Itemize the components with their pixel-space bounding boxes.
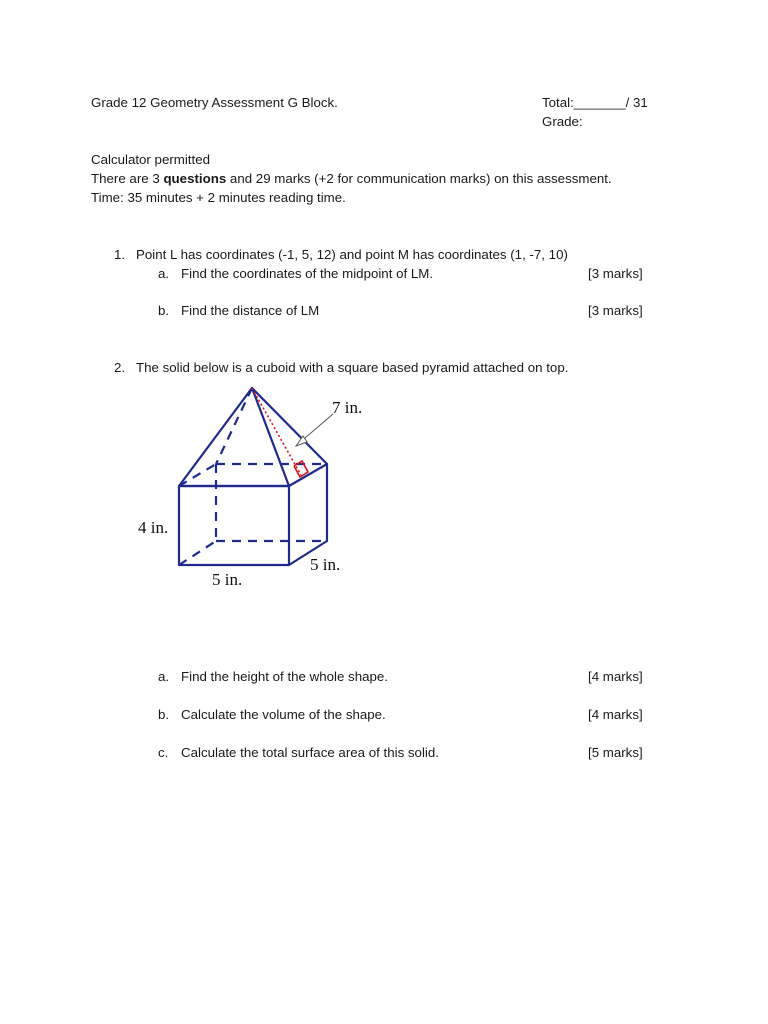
q1a-letter: a.	[158, 266, 170, 281]
q2a-text: Find the height of the whole shape.	[181, 669, 388, 684]
q2b-text: Calculate the volume of the shape.	[181, 707, 386, 722]
slant-height-label: 7 in.	[332, 398, 363, 417]
q1b-letter: b.	[158, 303, 170, 318]
q1a-marks: [3 marks]	[588, 266, 643, 281]
total-blank: _______	[573, 95, 626, 110]
q2b-letter: b.	[158, 707, 170, 722]
hidden-bottom-left-edge	[179, 541, 216, 565]
q1-text: Point L has coordinates (-1, 5, 12) and point M has coordinates (1, -7, 10)	[136, 247, 568, 262]
total-label: Total:	[542, 95, 574, 110]
pyramid-hidden-edge	[216, 388, 252, 464]
q2-number: 2.	[114, 360, 126, 375]
q2-text: The solid below is a cuboid with a square based pyramid attached on top.	[136, 360, 569, 375]
q2a-letter: a.	[158, 669, 170, 684]
total-max: / 31	[625, 95, 648, 110]
calculator-note: Calculator permitted	[91, 152, 210, 167]
depth-label: 5 in.	[310, 555, 341, 574]
hidden-top-left-edge	[179, 464, 216, 486]
cuboid-right-face	[289, 464, 327, 565]
width-label: 5 in.	[212, 570, 243, 589]
q1b-marks: [3 marks]	[588, 303, 643, 318]
q2b-marks: [4 marks]	[588, 707, 643, 722]
q1b-text: Find the distance of LM	[181, 303, 320, 318]
info-prefix: There are 3	[91, 171, 164, 186]
q2c-marks: [5 marks]	[588, 745, 643, 760]
q2a-marks: [4 marks]	[588, 669, 643, 684]
info-bold: questions	[163, 171, 227, 186]
pyramid-edge-right	[252, 388, 327, 464]
info-suffix: and 29 marks (+2 for communication marks) on this assessment.	[226, 171, 612, 186]
page-title: Grade 12 Geometry Assessment G Block.	[91, 95, 338, 110]
pyramid-edge-front	[252, 388, 289, 486]
grade-label: Grade:	[542, 114, 583, 129]
q1a-text: Find the coordinates of the midpoint of LM.	[181, 266, 434, 281]
q2c-text: Calculate the total surface area of this solid.	[181, 745, 439, 760]
q1-number: 1.	[114, 247, 126, 262]
height-label: 4 in.	[138, 518, 169, 537]
time-note: Time: 35 minutes + 2 minutes reading time.	[91, 190, 346, 205]
q2c-letter: c.	[158, 745, 169, 760]
